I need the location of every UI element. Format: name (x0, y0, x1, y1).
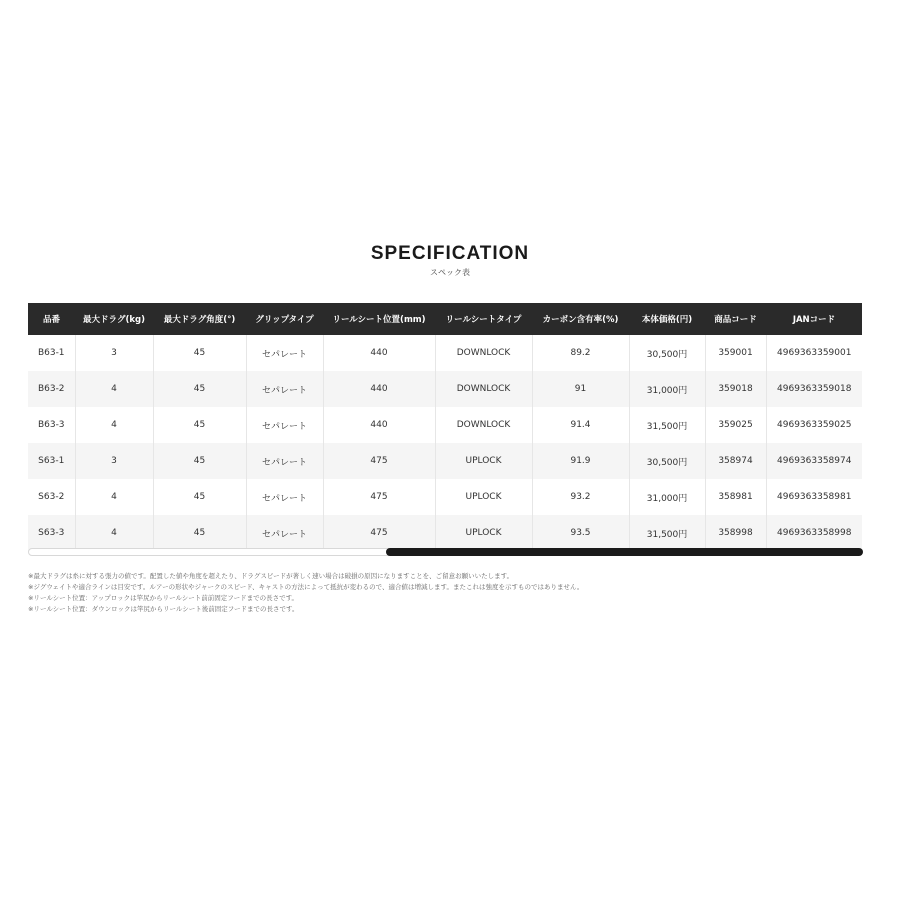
cell-product-number: B63-3 (28, 407, 75, 443)
cell-grip-type: セパレート (246, 515, 323, 551)
spec-table-body (28, 335, 862, 551)
cell-product-code: 359001 (705, 335, 766, 371)
cell-max-drag-angle: 45 (153, 479, 246, 515)
cell-price: 30,500円 (629, 335, 705, 371)
spec-notes (28, 571, 868, 615)
column-header-price: 本体価格(円) (629, 303, 705, 335)
column-header-max-drag: 最大ドラグ(kg) (75, 303, 153, 335)
cell-price: 31,500円 (629, 407, 705, 443)
cell-grip-type: セパレート (246, 335, 323, 371)
column-header-max-drag-angle: 最大ドラグ角度(°) (153, 303, 246, 335)
cell-reel-seat-type: UPLOCK (435, 515, 532, 551)
cell-reel-seat-type: DOWNLOCK (435, 407, 532, 443)
cell-max-drag: 3 (75, 443, 153, 479)
cell-product-number: S63-3 (28, 515, 75, 551)
scrollbar-thumb[interactable] (386, 548, 863, 556)
column-header-carbon-content: カーボン含有率(%) (532, 303, 629, 335)
cell-max-drag-angle: 45 (153, 371, 246, 407)
cell-carbon-content: 93.5 (532, 515, 629, 551)
cell-reel-seat-type: DOWNLOCK (435, 371, 532, 407)
column-header-jan-code: JANコード (766, 303, 862, 335)
cell-product-code: 359025 (705, 407, 766, 443)
cell-reel-seat-position: 440 (323, 371, 435, 407)
cell-product-number: S63-1 (28, 443, 75, 479)
page-title: SPECIFICATION (370, 243, 530, 264)
horizontal-scrollbar[interactable] (28, 548, 862, 556)
cell-jan-code: 4969363358974 (766, 443, 862, 479)
cell-price: 31,000円 (629, 479, 705, 515)
cell-grip-type: セパレート (246, 407, 323, 443)
cell-max-drag-angle: 45 (153, 515, 246, 551)
cell-max-drag-angle: 45 (153, 335, 246, 371)
cell-product-code: 358981 (705, 479, 766, 515)
column-header-product-code: 商品コード (705, 303, 766, 335)
cell-reel-seat-type: DOWNLOCK (435, 335, 532, 371)
cell-price: 31,000円 (629, 371, 705, 407)
table-row (28, 335, 862, 371)
spec-table (28, 303, 862, 551)
column-header-reel-seat-type: リールシートタイプ (435, 303, 532, 335)
cell-carbon-content: 93.2 (532, 479, 629, 515)
cell-jan-code: 4969363358981 (766, 479, 862, 515)
table-row (28, 407, 862, 443)
cell-reel-seat-position: 440 (323, 335, 435, 371)
note-reel-seat-downlock: ※リールシート位置：ダウンロックは竿尻からリールシート後前固定フードまでの長さです。 (28, 605, 299, 613)
cell-max-drag-angle: 45 (153, 443, 246, 479)
cell-product-number: S63-2 (28, 479, 75, 515)
cell-carbon-content: 91 (532, 371, 629, 407)
cell-max-drag: 4 (75, 371, 153, 407)
cell-carbon-content: 91.9 (532, 443, 629, 479)
column-header-product-number: 品番 (28, 303, 75, 335)
cell-carbon-content: 91.4 (532, 407, 629, 443)
table-row (28, 515, 862, 551)
table-row (28, 371, 862, 407)
cell-reel-seat-position: 475 (323, 443, 435, 479)
cell-max-drag: 4 (75, 479, 153, 515)
cell-max-drag: 4 (75, 515, 153, 551)
note-max-drag: ※最大ドラグは糸に対する張力の値です。配置した値や角度を超えたり、ドラグスピードが著しく速い場合は破損の原因になりますことを、ご留意お願いいたします。 (28, 572, 514, 580)
spec-heading (0, 242, 900, 278)
column-header-reel-seat-position: リールシート位置(mm) (323, 303, 435, 335)
cell-jan-code: 4969363359018 (766, 371, 862, 407)
table-row (28, 443, 862, 479)
cell-reel-seat-position: 475 (323, 515, 435, 551)
cell-reel-seat-position: 475 (323, 479, 435, 515)
spec-table-container (28, 303, 862, 551)
cell-max-drag: 3 (75, 335, 153, 371)
cell-jan-code: 4969363359025 (766, 407, 862, 443)
cell-product-code: 358974 (705, 443, 766, 479)
cell-jan-code: 4969363359001 (766, 335, 862, 371)
cell-grip-type: セパレート (246, 479, 323, 515)
cell-reel-seat-position: 440 (323, 407, 435, 443)
cell-product-number: B63-2 (28, 371, 75, 407)
cell-product-code: 359018 (705, 371, 766, 407)
cell-reel-seat-type: UPLOCK (435, 443, 532, 479)
cell-product-number: B63-1 (28, 335, 75, 371)
page-subtitle: スペック表 (430, 268, 470, 277)
cell-carbon-content: 89.2 (532, 335, 629, 371)
cell-price: 30,500円 (629, 443, 705, 479)
cell-reel-seat-type: UPLOCK (435, 479, 532, 515)
column-header-grip-type: グリップタイプ (246, 303, 323, 335)
header-row (28, 303, 862, 335)
cell-max-drag-angle: 45 (153, 407, 246, 443)
note-reel-seat-uplock: ※リールシート位置：アップロックは竿尻からリールシート前前固定フードまでの長さです。 (28, 594, 299, 602)
table-row (28, 479, 862, 515)
cell-max-drag: 4 (75, 407, 153, 443)
spec-table-header (28, 303, 862, 335)
cell-product-code: 358998 (705, 515, 766, 551)
cell-jan-code: 4969363358998 (766, 515, 862, 551)
cell-grip-type: セパレート (246, 443, 323, 479)
note-jig-weight: ※ジグウェイトや適合ラインは目安です。ルアーの形状やジャークのスピード、キャストの方法によって抵抗が変わるので、適合値は増減します。またこれは強度を示すものではありません。 (28, 583, 584, 591)
cell-grip-type: セパレート (246, 371, 323, 407)
cell-price: 31,500円 (629, 515, 705, 551)
